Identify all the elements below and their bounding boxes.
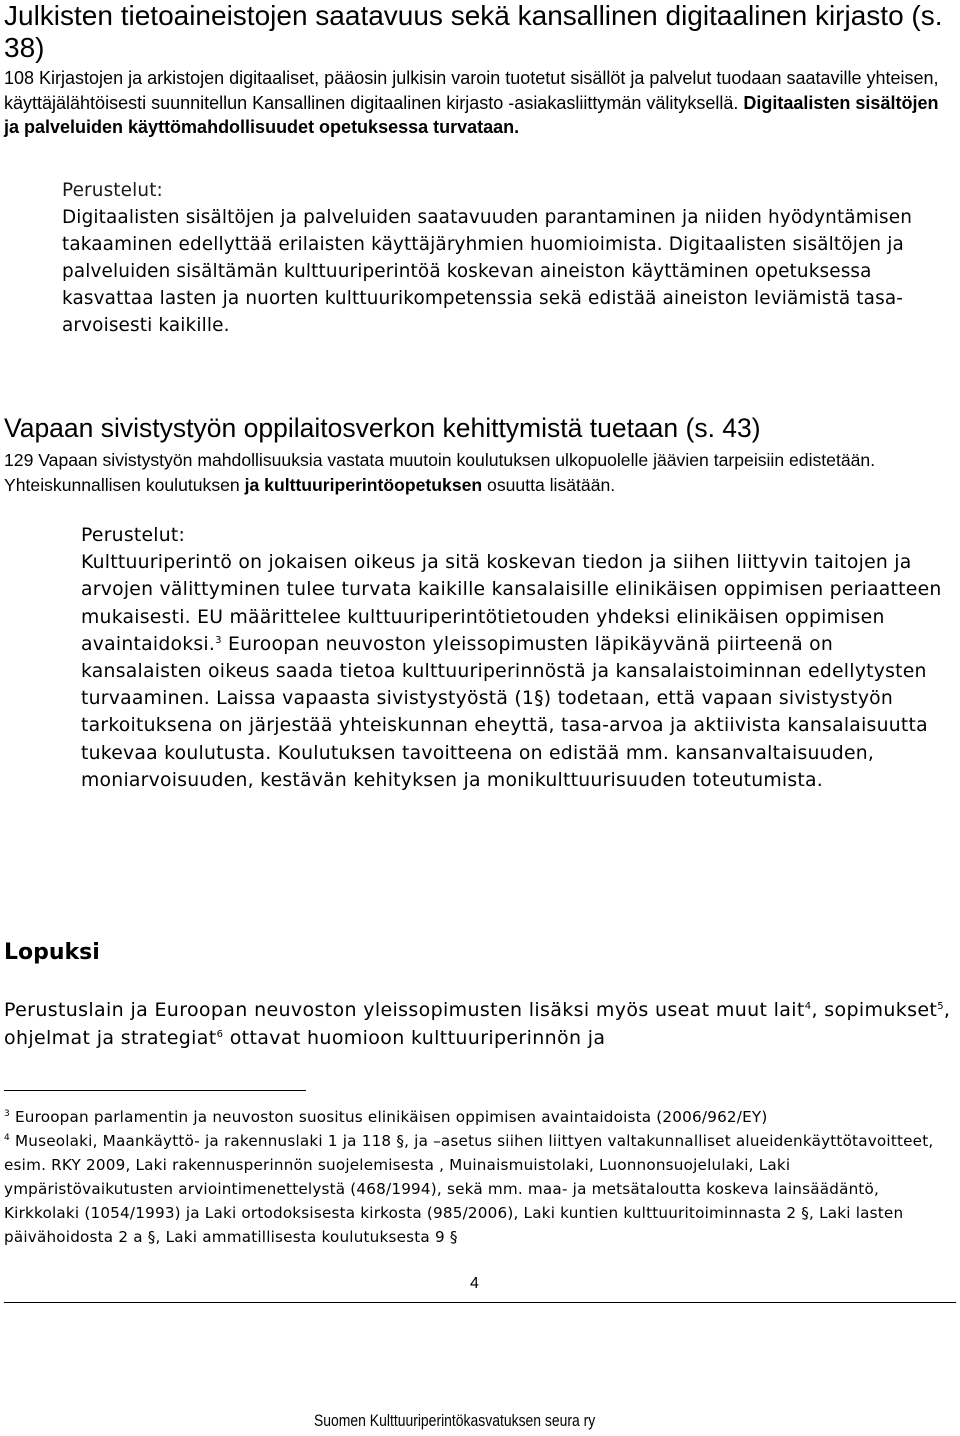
- section1-heading: Julkisten tietoaineistojen saatavuus sekä kansallinen digitaalinen kirjasto (s. 38): [4, 0, 943, 63]
- conclusion-text-a: Perustuslain ja Euroopan neuvoston yleissopimusten lisäksi myös useat muut lait: [4, 999, 805, 1021]
- section2-intro-bold: ja kulttuuriperintöopetuksen: [244, 474, 483, 495]
- footnote-ref[interactable]: 3: [215, 634, 222, 646]
- footer-organization: Suomen Kulttuuriperintökasvatuksen seura ry: [314, 1411, 596, 1430]
- section2-intro-tail: osuutta lisätään.: [482, 474, 616, 495]
- footnotes: [4, 1105, 956, 1249]
- footnote-text: Euroopan parlamentin ja neuvoston suositus elinikäisen oppimisen avaintaidoista (2006/962/EY): [9, 1108, 768, 1126]
- section1-rationale: [62, 177, 954, 340]
- section2-intro: [4, 448, 956, 497]
- footnote: [4, 1129, 956, 1249]
- section2-heading: Vapaan sivistystyön oppilaitosverkon kehittymistä tuetaan (s. 43): [4, 413, 761, 443]
- rationale-text-part2: Euroopan neuvoston yleissopimusten läpikäyvänä piirteenä on kansalaisten oikeus saada tietoa kulttuuriperinnöstä ja kansalaistoiminnan edellytysten turvaaminen. Laissa vapaasta sivistystyöstä (1§) todetaan, että vapaan sivistystyön tarkoituksena on järjestää yhteiskunnan eheyttä, tasa-arvoa ja aktiivista kansalaisuutta tukevaa koulutusta. Koulutuksen tavoitteena on edistää mm. kansanvaltaisuuden, moniarvoisuuden, kestävän kehityksen ja monikulttuurisuuden toteutumista.: [81, 633, 928, 791]
- rationale-label: Perustelut:: [81, 525, 186, 546]
- footnote-text: Museolaki, Maankäyttö- ja rakennuslaki 1 ja 118 §, ja –asetus siihen liittyen valtakunnalliset alueidenkäyttötavoitteet, esim. RKY 2009, Laki rakennusperinnön suojelemisesta , Muinaismuistolaki, Luonnonsuojelulaki, Laki ympäristövaikutusten arviointimenettelystä (468/1994), sekä mm. maa- ja metsätaloutta koskeva lainsäädäntö, Kirkkolaki (1054/1993) ja Laki ortodoksisesta kirkosta (985/2006), Laki kuntien kulttuuritoiminnasta 2 §, Laki lasten päivähoidosta 2 a §, Laki ammatillisesta koulutuksesta 9 §: [4, 1132, 934, 1246]
- footnote-ref[interactable]: 4: [804, 1001, 812, 1012]
- section2-intro-text: 129 Vapaan sivistystyön mahdollisuuksia vastata muutoin koulutuksen ulkopuolelle jäävien tarpeisiin edistetään. Yhteiskunnallisen koulutuksen: [4, 450, 876, 495]
- conclusion-text-c: , ohjelmat ja strategiat: [4, 999, 951, 1049]
- footnote-ref[interactable]: 5: [937, 1001, 944, 1012]
- conclusion-text: [4, 996, 956, 1052]
- rationale-label: Perustelut:: [62, 180, 163, 201]
- section1-intro-text: 108 Kirjastojen ja arkistojen digitaaliset, pääosin julkisin varoin tuotetut sisällöt ja palvelut tuodaan saataville yhteisen, käyttäjälähtöisesti suunnitellun Kansallinen digitaalinen kirjasto -asiakasliittymän välityksellä.: [4, 68, 939, 113]
- conclusion-text-b: , sopimukset: [811, 999, 938, 1021]
- footnote-ref[interactable]: 6: [216, 1029, 224, 1040]
- rationale-text: Digitaalisten sisältöjen ja palveluiden saatavuuden parantaminen ja niiden hyödyntämisen takaaminen edellyttää erilaisten käyttäjäryhmien huomioimista. Digitaalisten sisältöjen ja palveluiden sisältämän kulttuuriperintöä koskevan aineiston käyttäminen opetuksessa kasvattaa lasten ja nuorten kulttuurikompetenssia sekä edistää aineiston leviämistä tasa-arvoisesti kaikille.: [62, 207, 913, 337]
- page-bottom-rule: [4, 1302, 956, 1303]
- footnote-number: 4: [4, 1133, 10, 1143]
- footnote: [4, 1105, 956, 1129]
- section1-intro: [4, 66, 956, 140]
- section1-intro-bold: Digitaalisten sisältöjen ja palveluiden käyttömahdollisuudet opetuksessa turvataan.: [4, 92, 939, 137]
- footnote-separator: [4, 1090, 306, 1091]
- rationale-text-part1: Kulttuuriperintö on jokaisen oikeus ja sitä koskevan tiedon ja siihen liittyvin taitojen ja arvojen välittyminen tulee turvata kaikille kansalaisille elinikäisen oppimisen periaatteen mukaisesti. EU määrittelee kulttuuriperintötietouden yhdeksi elinikäisen oppimisen avaintaidoksi.: [81, 552, 942, 655]
- footnote-number: 3: [4, 1109, 10, 1119]
- page-number: 4: [470, 1275, 479, 1292]
- conclusion-text-d: ottavat huomioon kulttuuriperinnön ja: [223, 1027, 606, 1049]
- section2-rationale: [81, 522, 951, 794]
- conclusion-heading: Lopuksi: [4, 940, 100, 965]
